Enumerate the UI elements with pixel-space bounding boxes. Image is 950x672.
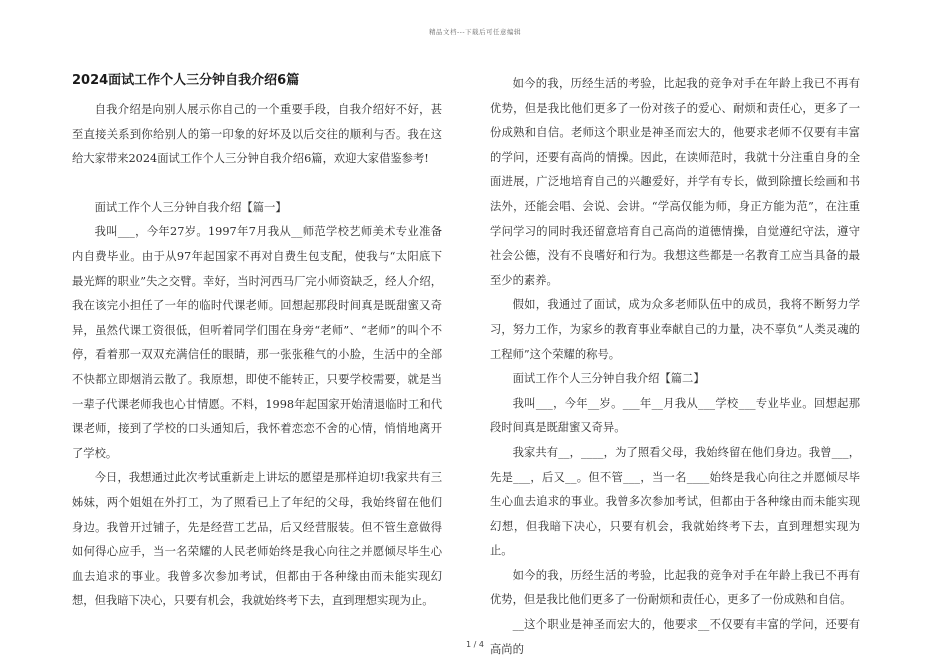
body-paragraph: 假如，我通过了面试，成为众多老师队伍中的成员，我将不断努力学习，努力工作，为家乡的教育事业奉献自己的力量，决不辜负“人类灵魂的工程师”这个荣耀的称号。 (490, 298, 860, 361)
body-paragraph: __这个职业是神圣而宏大的，他要求__不仅要有丰富的学问，还要有高尚的 (490, 618, 860, 656)
body-paragraph: 今日，我想通过此次考试重新走上讲坛的愿望是那样迫切!我家共有三姊妹，两个姐姐在外打工，为了照看已上了年纪的父母，我始终留在他们身边。我曾开过铺子，先是经营工艺品，后又经营服装。但不管生意做得如何得心应手，当一名荣耀的人民老师始终是我心向往之并愿倾尽毕生心血去追求的事业。我曾多次参加考试，但都由于各种缘由而未能实现幻想，但我暗下决心，只要有机会，我就始终考下去，直到理想实现为止。 (72, 471, 442, 608)
body-paragraph: 我叫___，今年__岁。___年__月我从___学校___专业毕业。回想起那段时间真是既甜蜜又奇异。 (490, 396, 860, 435)
page-header: 精品文档---下载后可任意编辑 (428, 28, 522, 36)
section-heading-2: 面试工作个人三分钟自我介绍【篇二】 (512, 372, 705, 386)
right-column (490, 72, 860, 662)
body-paragraph: 我叫___，今年27岁。1997年7月我从__师范学校艺师美术专业准备内自费毕业。由于从97年起国家不再对自费生包支配，使我与“太阳底下最光辉的职业”失之交臂。幸好，当时河西马厂完小师资缺乏，经人介绍，我在该完小担任了一年的临时代课老师。回想起那段时间真是既甜蜜又奇异，虽然代课工资很低，但听着同学们围在身旁“老师”、“老师”的叫个不停，看着那一双双充满信任的眼睛，那一张张稚气的小脸，生活中的全部不快都立即烟消云散了。我原想，即使不能转正，只要学校需要，就是当一辈子代课老师我也心甘情愿。不料，1998年起国家开始清退临时工和代课老师，接到了学校的口头通知后，我怀着恋恋不舍的心情，悄悄地离开了学校。 (72, 225, 442, 460)
section-heading-1: 面试工作个人三分钟自我介绍【篇一】 (94, 200, 287, 214)
page-number: 1 / 4 (466, 640, 484, 649)
body-paragraph: 我家共有__，____，为了照看父母，我始终留在他们身边。我曾___，先是___，后又__。但不管___，当一名____始终是我心向往之并愿倾尽毕生心血去追求的事业。我曾多次参加考试，但都由于各种缘由而未能实现幻想，但我暗下决心，只要有机会，我就始终考下去，直到理想实现为止。 (490, 445, 860, 558)
body-paragraph: 如今的我，历经生活的考验，比起我的竞争对手在年龄上我已不再有优势，但是我比他们更多了一份耐烦和责任心，更多了一份成熟和自信。 (490, 568, 860, 607)
body-paragraph: 如今的我，历经生活的考验，比起我的竞争对手在年龄上我已不再有优势，但是我比他们更多了一份对孩子的爱心、耐烦和责任心，更多了一份成熟和自信。老师这个职业是神圣而宏大的，他要求老师不仅要有丰富的学问，还要有高尚的情操。因此，在读师范时，我就十分注重自身的全面进展，广泛地培育自己的兴趣爱好，并学有专长，做到除擅长绘画和书法外，还能会唱、会说、会讲。“学高仅能为师，身正方能为范”，在注重学问学习的同时我还留意培育自己高尚的道德情操，自觉遵纪守法，遵守社会公德，没有不良嗜好和行为。我想这些都是一名教育工应当具备的最至少的素养。 (490, 77, 860, 287)
document-title: 2024面试工作个人三分钟自我介绍6篇 (72, 73, 300, 88)
intro-paragraph: 自我介绍是向别人展示你自己的一个重要手段，自我介绍好不好，甚至直接关系到你给别人的第一印象的好坏及以后交往的顺利与否。我在这给大家带来2024面试工作个人三分钟自我介绍6篇，欢迎大家借鉴参考! (72, 103, 442, 166)
left-column (72, 72, 442, 614)
